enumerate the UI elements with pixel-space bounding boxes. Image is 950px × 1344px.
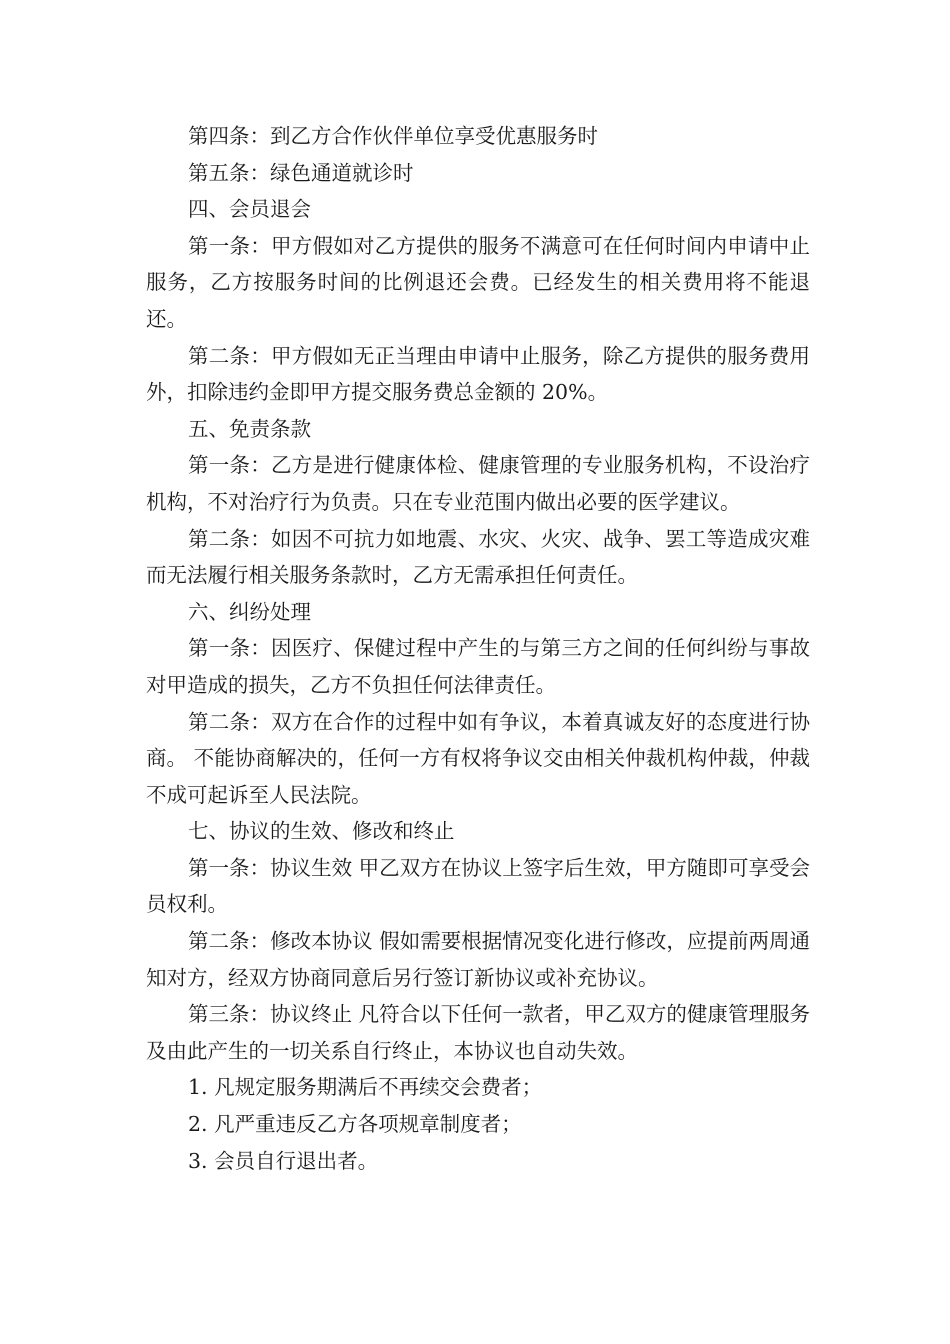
withdrawal-clause-1: 第一条：甲方假如对乙方提供的服务不满意可在任何时间内申请中止服务，乙方按服务时间的比例退还会费。已经发生的相关费用将不能退还。	[146, 233, 810, 331]
document-page	[146, 118, 810, 1179]
section-heading-dispute: 六、纠纷处理	[188, 599, 311, 624]
section-heading-effect-modification-termination: 七、协议的生效、修改和终止	[188, 819, 455, 844]
clause-5-green-channel: 第五条：绿色通道就诊时	[188, 160, 414, 185]
disclaimer-clause-1: 第一条：乙方是进行健康体检、健康管理的专业服务机构，不设治疗机构，不对治疗行为负责。只在专业范围内做出必要的医学建议。	[146, 453, 810, 514]
dispute-clause-1: 第一条：因医疗、保健过程中产生的与第三方之间的任何纠纷与事故对甲造成的损失，乙方不负担任何法律责任。	[146, 636, 810, 697]
withdrawal-clause-2: 第二条：甲方假如无正当理由申请中止服务，除乙方提供的服务费用外，扣除违约金即甲方提交服务费总金额的 20%。	[146, 343, 810, 405]
disclaimer-clause-2: 第二条：如因不可抗力如地震、水灾、火灾、战争、罢工等造成灾难而无法履行相关服务条款时，乙方无需承担任何责任。	[146, 526, 810, 588]
clause-4-preferential-service: 第四条：到乙方合作伙伴单位享受优惠服务时	[188, 124, 598, 148]
termination-item-1: 1. 凡规定服务期满后不再续交会费者；	[188, 1075, 543, 1100]
termination-item-3: 3. 会员自行退出者。	[188, 1148, 379, 1173]
modification-clause-2: 第二条：修改本协议 假如需要根据情况变化进行修改，应提前两周通知对方，经双方协商同意后另行签订新协议或补充协议。	[146, 929, 810, 990]
section-heading-disclaimer: 五、免责条款	[188, 416, 311, 441]
termination-item-2: 2. 凡严重违反乙方各项规章制度者；	[188, 1112, 522, 1137]
dispute-clause-2: 第二条：双方在合作的过程中如有争议，本着真诚友好的态度进行协商。 不能协商解决的，任何一方有权将争议交由相关仲裁机构仲裁，仲裁不成可起诉至人民法院。	[146, 709, 810, 807]
section-heading-membership-withdrawal: 四、会员退会	[188, 197, 311, 222]
effect-clause-1: 第一条：协议生效 甲乙双方在协议上签字后生效，甲方随即可享受会员权利。	[146, 855, 810, 917]
termination-clause-3: 第三条：协议终止 凡符合以下任何一款者，甲乙双方的健康管理服务及由此产生的一切关系自行终止，本协议也自动失效。	[146, 1002, 810, 1063]
